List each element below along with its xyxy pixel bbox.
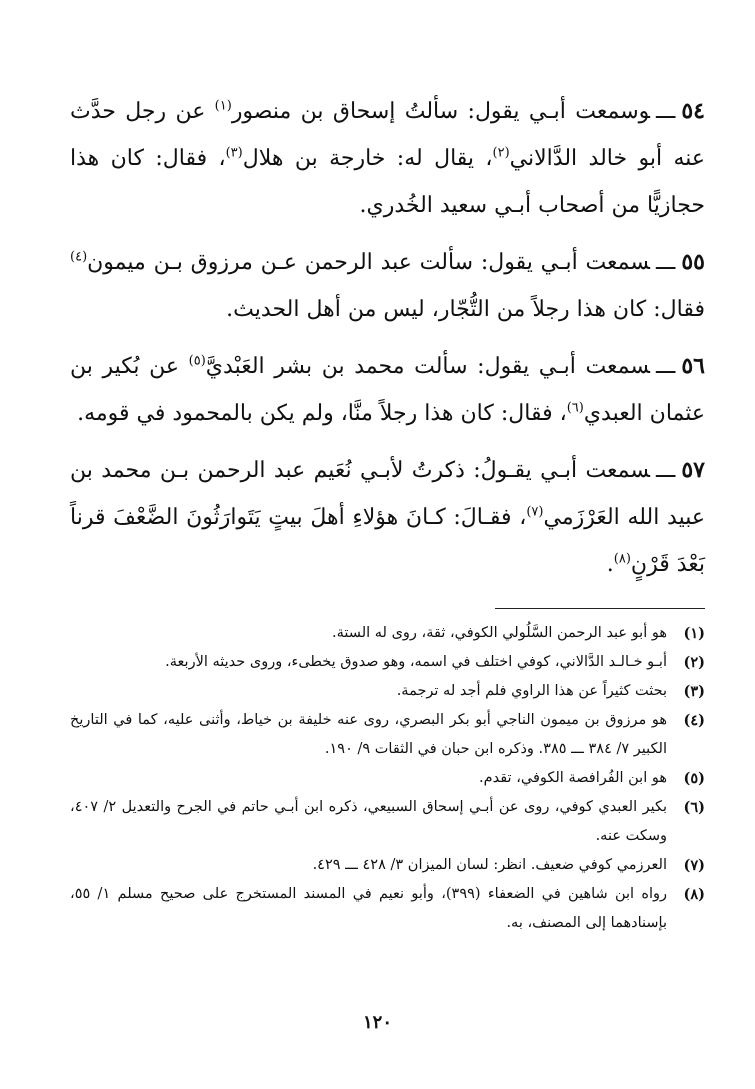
- entry-text: وسمعت أبـي يقول: سألتُ إسحاق بن منصور: [231, 99, 651, 124]
- footnote-text: هو مرزوق بن ميمون الناجي أبو بكر البصري، روى عنه خليفة بن خياط، وأثنى عليه، كما في التاريخ الكبير ٧/ ٣٨٤ ـــ ٣٨٥. وذكره ابن حبان في الثقات ٩/ ١٩٠.: [70, 712, 667, 757]
- entry-number: ٥٤: [681, 98, 705, 124]
- footnote-item: [70, 706, 705, 764]
- footnote-text: العرزمي كوفي ضعيف. انظر: لسان الميزان ٣/ ٤٢٨ ـــ ٤٢٩.: [312, 857, 667, 873]
- footnote-text: أبـو خـالـد الدَّالاني، كوفي اختلف في اسمه، وهو صدوق يخطىء، وروى حديثه الأربعة.: [165, 654, 667, 670]
- entry-text: سمعت أبـي يقول: سألت محمد بن بشر العَبْديَّ: [205, 354, 651, 379]
- entry-number: ٥٥: [681, 249, 705, 275]
- entry-text: عن رجل حدَّث عنه أبو خالد الدَّالاني: [70, 99, 706, 171]
- footnote-text: بحثت كثيراً عن هذا الراوي فلم أجد له ترجمة.: [396, 683, 667, 699]
- footnote-label: (١): [683, 625, 705, 642]
- footnote-label: (٦): [683, 799, 705, 816]
- entry-paragraph: [70, 343, 705, 437]
- entry-number: ٥٧: [681, 457, 705, 483]
- footnote-label: (٧): [683, 857, 705, 874]
- footnote-item: [70, 677, 705, 706]
- footnote-text: هو أبو عبد الرحمن السَّلُولي الكوفي، ثقة، روى له الستة.: [332, 625, 667, 641]
- entry-dash: ـــ: [656, 458, 676, 483]
- footnote-text: رواه ابن شاهين في الضعفاء (٣٩٩)، وأبو نعيم في المسند المستخرج على صحيح مسلم ١/ ٥٥، بإسنادهما إلى المصنف، به.: [70, 886, 667, 931]
- entry-text: سمعت أبـي يقول: سألت عبد الرحمن عـن مرزوق بـن ميمون: [87, 250, 651, 275]
- entry-text: فقال: كان هذا رجلاً من التُّجّار، ليس من أهل الحديث.: [226, 297, 705, 322]
- footnote-reference[interactable]: (٤): [70, 249, 88, 265]
- entry-paragraph: [70, 239, 705, 333]
- footnote-reference[interactable]: (١): [214, 98, 232, 114]
- entry-paragraph: [70, 447, 705, 588]
- footnote-reference[interactable]: (٢): [492, 145, 510, 161]
- page-body: [70, 88, 705, 938]
- footnote-divider: [495, 608, 705, 609]
- footnote-text: بكير العبدي كوفي، روى عن أبـي إسحاق السبيعي، ذكره ابن أبـي حاتم في الجرح والتعديل ٢/ ٤٠٧، وسكت عنه.: [70, 799, 667, 844]
- entry-text: ، فقال: كان هذا رجلاً منَّا، ولم يكن بالمحمود في قومه.: [77, 401, 567, 426]
- footnote-item: [70, 619, 705, 648]
- footnote-item: [70, 793, 705, 851]
- entry-text: عن بُكير بن عثمان العبدي: [70, 354, 705, 426]
- footnote-item: [70, 764, 705, 793]
- footnote-label: (٣): [683, 683, 705, 700]
- footnote-reference[interactable]: (٣): [225, 145, 243, 161]
- entry-dash: ـــ: [656, 354, 676, 379]
- footnote-label: (٤): [683, 712, 705, 729]
- footnote-label: (٥): [683, 770, 705, 787]
- footnote-item: [70, 851, 705, 880]
- entry-text: ، فقال: كان هذا حجازيًّا من أصحاب أبـي سعيد الخُدري.: [70, 146, 705, 218]
- footnote-reference[interactable]: (٧): [526, 504, 544, 520]
- page-number: ١٢٠: [362, 1012, 392, 1033]
- footnote-reference[interactable]: (٥): [188, 353, 206, 369]
- footnote-label: (٢): [683, 654, 705, 671]
- entry-paragraph: [70, 88, 705, 229]
- entry-dash: ـــ: [656, 250, 676, 275]
- entry-text: سمعت أبـي يقـولُ: ذكرتُ لأبـي نُعَيم عبد الرحمن بـن محمد بن عبيد الله العَرْزَمي: [70, 458, 705, 530]
- footnote-label: (٨): [683, 886, 705, 903]
- footnote-reference[interactable]: (٨): [613, 551, 631, 567]
- footnote-text: هو ابن الفُرافصة الكوفي، تقدم.: [479, 770, 667, 786]
- footnote-reference[interactable]: (٦): [566, 400, 584, 416]
- footnote-item: [70, 648, 705, 677]
- entry-dash: ـــ: [656, 99, 676, 124]
- entry-text: .: [606, 552, 614, 577]
- footnotes-list: [70, 619, 705, 938]
- entry-text: ، فقـالَ: كـانَ هؤلاءِ أهلَ بيتٍ يَتَوارَثُونَ الضَّعْفَ قرناً بَعْدَ قَرْنٍ: [70, 505, 705, 577]
- footnote-item: [70, 880, 705, 938]
- entries-list: [70, 88, 705, 588]
- entry-number: ٥٦: [681, 353, 705, 379]
- entry-text: ، يقال له: خارجة بن هلال: [242, 146, 493, 171]
